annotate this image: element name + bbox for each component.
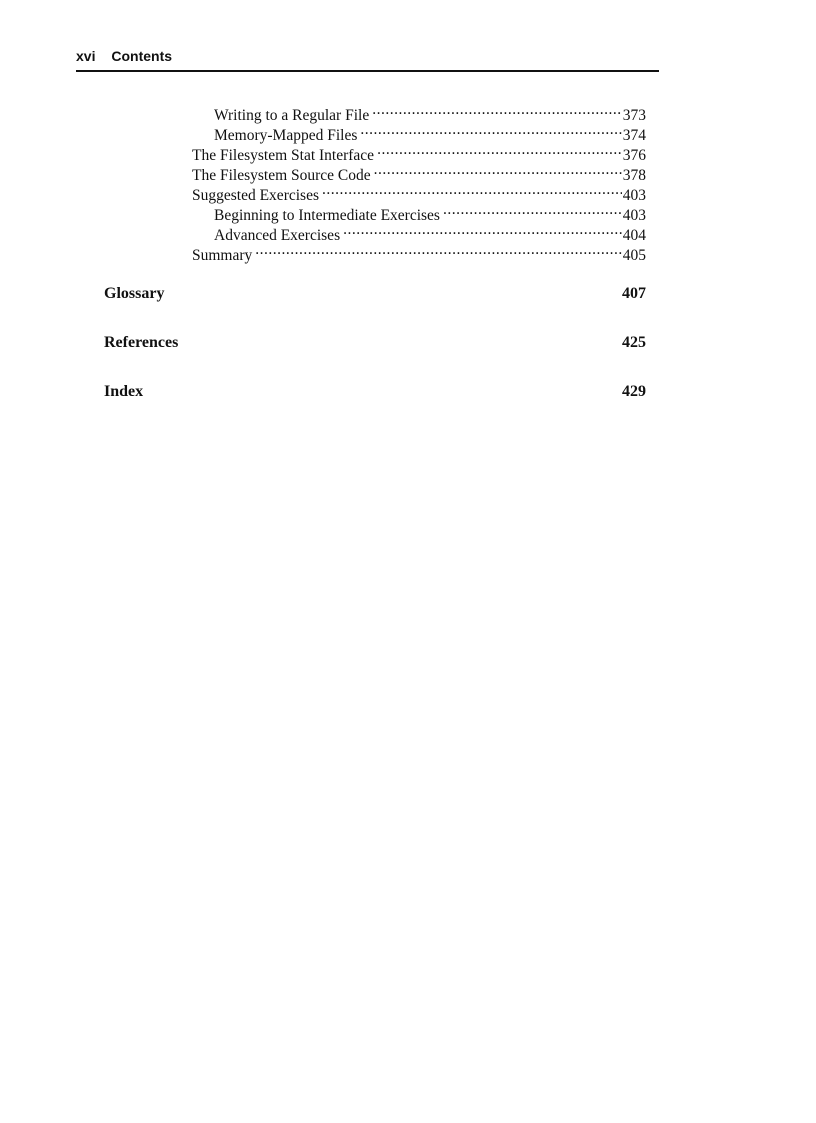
- toc-entry-page: 404: [622, 227, 646, 244]
- dot-leader: [443, 200, 622, 220]
- chapter-page: 425: [622, 334, 646, 351]
- toc-entry-page: 374: [622, 127, 646, 144]
- chapter-page: 429: [622, 383, 646, 400]
- running-head: [76, 46, 659, 72]
- chapter-page: 407: [622, 285, 646, 302]
- toc-entry-page: 378: [622, 167, 646, 184]
- toc-chapter-index[interactable]: [104, 381, 646, 403]
- toc-entry[interactable]: [214, 220, 646, 244]
- toc-entry-page: 405: [622, 247, 646, 264]
- chapter-title: References: [104, 334, 179, 351]
- dot-leader: [372, 100, 622, 120]
- dot-leader: [374, 160, 622, 180]
- dot-leader: [377, 140, 622, 160]
- toc-entry[interactable]: [192, 140, 646, 164]
- dot-leader: [360, 120, 621, 140]
- dot-leader: [255, 240, 621, 260]
- running-head-title: Contents: [111, 48, 173, 64]
- toc-entry-page: 376: [622, 147, 646, 164]
- toc-entry[interactable]: [192, 160, 646, 184]
- toc-chapter-glossary[interactable]: [104, 283, 646, 305]
- dot-leader: [322, 180, 622, 200]
- toc-entry-title: Memory-Mapped Files: [214, 127, 358, 144]
- chapter-title: Glossary: [104, 285, 165, 302]
- toc-entry-title: Writing to a Regular File: [214, 107, 370, 124]
- toc-entry[interactable]: [214, 100, 646, 124]
- dot-leader: [343, 220, 622, 240]
- toc-entry[interactable]: [214, 200, 646, 224]
- toc-entry-page: 403: [622, 187, 646, 204]
- toc-entry-title: The Filesystem Stat Interface: [192, 147, 375, 164]
- toc-entry[interactable]: [192, 240, 646, 264]
- toc-entry-title: Suggested Exercises: [192, 187, 319, 204]
- toc-entry[interactable]: [214, 120, 646, 144]
- toc-entry-title: Advanced Exercises: [214, 227, 341, 244]
- toc-entry-title: Beginning to Intermediate Exercises: [214, 207, 440, 224]
- chapter-title: Index: [104, 383, 144, 400]
- page-folio: xvi: [76, 48, 96, 64]
- toc-chapter-references[interactable]: [104, 332, 646, 354]
- toc-entry-title: Summary: [192, 247, 253, 264]
- toc-entry[interactable]: [192, 180, 646, 204]
- toc-entry-page: 373: [622, 107, 646, 124]
- toc-entry-title: The Filesystem Source Code: [192, 167, 371, 184]
- toc-entry-page: 403: [622, 207, 646, 224]
